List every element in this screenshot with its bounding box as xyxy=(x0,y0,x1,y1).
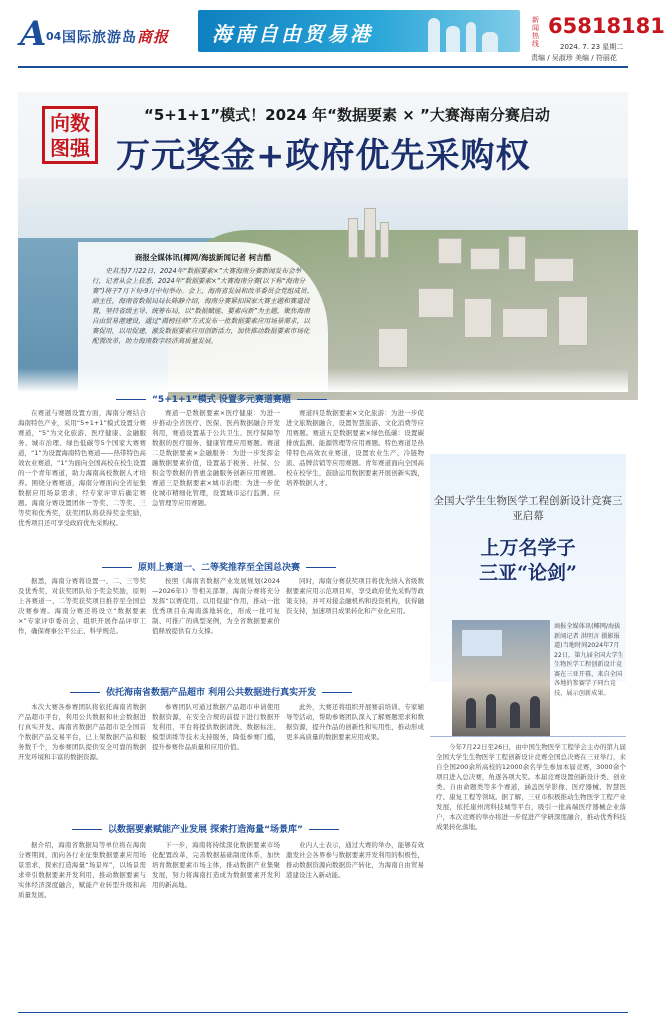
photo-building xyxy=(348,218,358,258)
article-column xyxy=(286,408,424,558)
article-column xyxy=(18,576,146,676)
hotline-number: 65818181 xyxy=(548,14,665,38)
paragraph: 本次大赛各参赛团队将依托海南省数据产品超市平台，利用公共数据和社会数据进行真实开发。海南省数据产品超市是全国首个数据产品交易平台，已上架数据产品和服务数千个，为参赛团队提供安全可靠的数据开发环境和丰富的数据资源。 xyxy=(18,703,146,761)
photo-building xyxy=(378,328,408,368)
article-column xyxy=(18,702,146,814)
paragraph: 据介绍，海南省数据局等单位将在海南分赛期间，面向各行业征集数据要素应用场景需求，探索打造海量“场景库”，以场景需求牵引数据要素开发利用，推动数据要素与实体经济深度融合，赋能产业转型升级和高质量发展。 xyxy=(18,841,146,899)
paragraph: 赛道四是数据要素×文化旅游：为进一步促进文旅数据融合，设置智慧旅游、文化消费等应用赛题。赛道五是数据要素×绿色低碳：设置碳排放监测、能源管理等应用赛题。特色赛道是热带特色高效农业赛道，设置农业生产、冷链物流、品牌营销等应用赛题。青年赛道面向全国高校在校学生，鼓励运用数据要素开展创新实践，培养数据人才。 xyxy=(286,409,424,487)
photo-caption: 商报全媒体讯(椰网/海拔新闻记者 洪明言 摄影报道)当地时间2024年7月22日，第九届全国大学生生物医学工程创新设计竞赛在三亚开幕，来自全国各地的参赛学子同台竞技，展示创新成果。 xyxy=(554,623,624,697)
editors-line: 责编 / 吴淑珍 美编 / 符丽花 xyxy=(531,54,617,62)
paper-name-suffix: 商报 xyxy=(137,28,170,46)
paragraph: 业内人士表示，通过大赛的举办，能够有效激发社会各界参与数据要素开发利用的积极性，推动数据资源向数据资产转化，为海南自由贸易港建设注入新动能。 xyxy=(286,841,424,879)
page-number: 04 xyxy=(46,30,62,43)
section-letter: A xyxy=(20,14,47,54)
article-column xyxy=(286,576,424,676)
photo-person xyxy=(510,702,520,728)
masthead xyxy=(0,0,665,88)
photo-person xyxy=(466,698,476,728)
paragraph: 按照《海南省数据产业发展规划(2024—2026年)》等相关部署，海南分赛将充分发挥“以赛促用、以用促建”作用，推动一批优秀项目在海南落地转化，形成一批可复制、可推广的典型案例，为全省数据要素价值释放提供有力支撑。 xyxy=(152,577,280,635)
article-column xyxy=(18,408,146,558)
photo-building xyxy=(558,296,588,346)
paper-name xyxy=(62,26,169,47)
paragraph: 赛道一是数据要素×医疗健康：为进一步推动全省医疗、医保、医药数据融合开发利用，赛道设置基于公共卫生、医疗保障等数据的医疗服务、健康管理应用赛题。赛道二是数据要素×金融服务：为进一步发挥金融数据要素价值，设置基于税务、社保、公积金等数据的普惠金融服务创新应用赛题。赛道三是数据要素×城市治理：为进一步优化城市精细化管理，设置城市运行监测、应急管理等应用赛题。 xyxy=(152,409,280,507)
photo-screen xyxy=(462,630,502,656)
paragraph: 下一步，海南将持续深化数据要素市场化配置改革，完善数据基础制度体系，加快培育数据要素市场主体，推动数据产业集聚发展，努力将海南打造成为数据要素开发利用的新高地。 xyxy=(152,841,280,889)
article-column xyxy=(18,840,146,1008)
kicker-badge xyxy=(42,106,98,164)
paragraph: 据悉，海南分赛将设置一、二、三等奖及优秀奖，对获奖团队给予奖金奖励，原则上各赛道一、二等奖获奖项目推荐至全国总决赛参赛。海南分赛还将设立“数据要素×”专家评审委员会，组织开展作品评审工作，确保赛事公平公正、科学规范。 xyxy=(18,577,146,635)
tower-graphic xyxy=(428,18,440,52)
photo-building xyxy=(508,236,526,270)
article-column xyxy=(152,702,280,814)
side-headline-line: 三亚“论剑” xyxy=(479,562,577,584)
byline: 商报全媒体讯(椰网/海拔新闻记者 柯吉酷 xyxy=(134,253,272,262)
photo-person xyxy=(530,696,540,728)
kicker-line: 向数 xyxy=(50,111,90,135)
photo-building xyxy=(470,248,500,270)
paper-name-prefix: 国际旅游岛 xyxy=(62,30,137,46)
paragraph: 今年7月22日至26日，由中国生物医学工程学会主办的第九届全国大学生生物医学工程创新设计竞赛全国总决赛在三亚举行，来自全国200余所高校的12000余名学生参加本届竞赛，3000余个项目进入总决赛，角逐各项大奖。本届竞赛设置创新设计类、创业类、自由命题类等多个赛道，涵盖医学影像、医疗器械、智慧医疗、康复工程等领域。据了解，三亚市积极推动生物医学工程产业发展，依托崖州湾科技城等平台，吸引一批高端医疗器械企业落户，本次竞赛的举办将进一步促进产学研深度融合，推动优秀科技成果转化落地。 xyxy=(436,743,626,831)
paragraph: 参赛团队可通过数据产品超市申请使用数据资源，在安全合规的前提下进行数据开发利用，平台将提供数据清洗、数据标注、模型训练等技术支持服务，降低参赛门槛，提升参赛作品质量和应用价值。 xyxy=(152,703,280,751)
kicker-line: 图强 xyxy=(50,136,90,160)
side-kicker: 全国大学生生物医学工程创新设计竞赛三亚启幕 xyxy=(433,495,623,522)
side-story-body xyxy=(436,742,626,1008)
tower-graphic xyxy=(466,22,476,52)
section-heading: 原则上赛道一、二等奖推荐至全国总决赛 xyxy=(96,560,342,573)
photo-building xyxy=(380,222,389,258)
photo-person xyxy=(486,694,496,728)
article-column xyxy=(286,840,424,1008)
issue-date: 2024. 7. 23 星期二 xyxy=(560,43,624,51)
article-column xyxy=(152,840,280,1008)
tower-graphic xyxy=(482,32,498,52)
subheadline: “5+1+1”模式！2024 年“数据要素 × ”大赛海南分赛启动 xyxy=(144,106,550,124)
article-column xyxy=(286,702,424,814)
photo-building xyxy=(534,258,574,282)
photo-building xyxy=(418,288,454,318)
banner-title: 海南自由贸易港 xyxy=(212,22,373,46)
section-banner xyxy=(198,10,520,52)
photo-building xyxy=(502,308,548,338)
photo-building xyxy=(464,298,492,338)
section-heading: “5+1+1”模式 设置多元赛道赛题 xyxy=(110,392,333,405)
competition-photo xyxy=(452,620,550,736)
tower-graphic xyxy=(446,26,460,52)
masthead-rule xyxy=(18,66,628,68)
photo-building xyxy=(364,208,376,258)
main-headline: 万元奖金+政府优先采购权 xyxy=(116,136,531,176)
lead-story xyxy=(18,92,628,392)
paragraph: 此外，大赛还将组织开展赛前培训、专家辅导等活动，帮助参赛团队深入了解赛题需求和数据资源，提升作品的创新性和实用性，推动形成更多高质量的数据要素应用成果。 xyxy=(286,703,424,741)
paragraph: 在赛道与赛题设置方面，海南分赛结合海南特色产业，采用“5+1+1”模式设置分赛赛道，“5”为文化旅游、医疗健康、金融服务、城市治理、绿色低碳等5个国家大赛赛道，“1”为设置海南特色赛道——热带特色高效农业赛道，“1”为面向全国高校在校生设置的一个青年赛道，助力海南高校数据人才培养。围绕分赛赛道，海南分赛面向全省征集数据应用场景需求，经专家评审后确定赛题。海南分赛设置团体一等奖、二等奖、三等奖和优秀奖，获奖团队将获得奖金奖励，优秀项目还可享受政府优先采购权。 xyxy=(18,409,146,527)
page-bottom-rule xyxy=(18,1012,628,1013)
paragraph: 同时，海南分赛获奖项目将优先纳入省级数据要素应用示范项目库，享受政府优先采购等政策支持，并可对接金融机构和投资机构，获得融资支持，加速项目成果转化和产业化应用。 xyxy=(286,577,424,615)
side-headline-line: 上万名学子 xyxy=(480,537,576,559)
lead-paragraph: 史君杰)7月22日，2024年“数据要素×”大赛海南分赛新闻发布会举行，记者从会上获悉，2024年“数据要素×”大赛海南分赛(以下称“海南分赛”)将于7月下旬-9月中旬举办。会上，海南省发展和改革委员会党组成员、副主任，海南省数据局局长陈静介绍，海南分赛紧扣国家大赛主题和赛道设置，坚持省级主导、统筹布局，以“数据赋能、要素向新”为主题，聚焦海南自由贸易港建设，通过“揭榜挂帅”方式发布一批数据要素应用场景需求，以赛促用，以用促建，激发数据要素应用创新活力，加快推动数据要素市场化配置改革，助力海南数字经济高质量发展。 xyxy=(92,267,314,345)
hotline-label: 新闻热线 xyxy=(532,16,539,48)
photo-building xyxy=(438,238,462,264)
section-heading: 以数据要素赋能产业发展 探索打造海量“场景库” xyxy=(66,822,345,835)
side-headline xyxy=(430,536,626,586)
section-heading: 依托海南省数据产品超市 利用公共数据进行真实开发 xyxy=(64,685,358,698)
column-rule xyxy=(430,736,626,737)
photo-fade xyxy=(18,368,628,392)
article-column xyxy=(152,576,280,676)
article-column xyxy=(152,408,280,558)
